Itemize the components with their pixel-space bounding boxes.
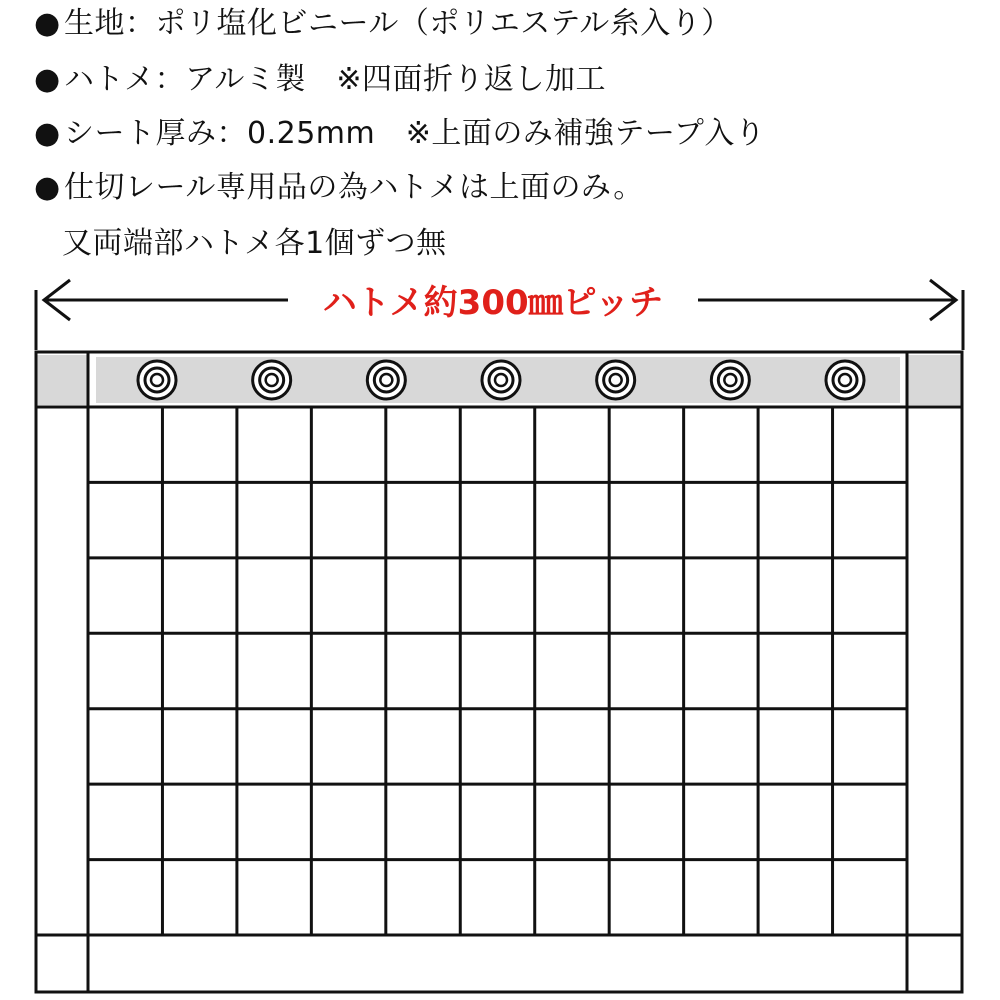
grommet-icon — [482, 361, 520, 399]
hem-left-corner — [36, 355, 88, 405]
spec-thickness-text: シート厚み：0.25mm ※上面のみ補強テープ入り — [64, 116, 766, 151]
spec-grommet-text: ハトメ：アルミ製 ※四面折り返し加工 — [64, 62, 607, 97]
grommet-icon — [826, 361, 864, 399]
sheet-outline — [36, 352, 962, 992]
grommet-icon — [367, 361, 405, 399]
fabric-grid — [88, 407, 907, 935]
grommet-icon — [138, 361, 176, 399]
hem-right-corner — [907, 355, 962, 405]
grommet-icon — [597, 361, 635, 399]
bullet-icon: ● — [34, 170, 61, 205]
bullet-icon: ● — [34, 116, 61, 151]
grommet-icon — [253, 361, 291, 399]
spec-rail-continuation: 又両端部ハトメ各1個ずつ無 — [62, 226, 447, 261]
pitch-label: ハトメ約300㎜ピッチ — [322, 283, 664, 323]
spec-rail-text: 仕切レール専用品の為ハトメは上面のみ。 — [64, 170, 644, 205]
bullet-icon: ● — [34, 6, 61, 41]
spec-fabric-text: 生地：ポリ塩化ビニール（ポリエステル糸入り） — [64, 6, 732, 41]
bullet-icon: ● — [34, 62, 61, 97]
grommet-icon — [711, 361, 749, 399]
sheet-frame — [36, 352, 962, 992]
